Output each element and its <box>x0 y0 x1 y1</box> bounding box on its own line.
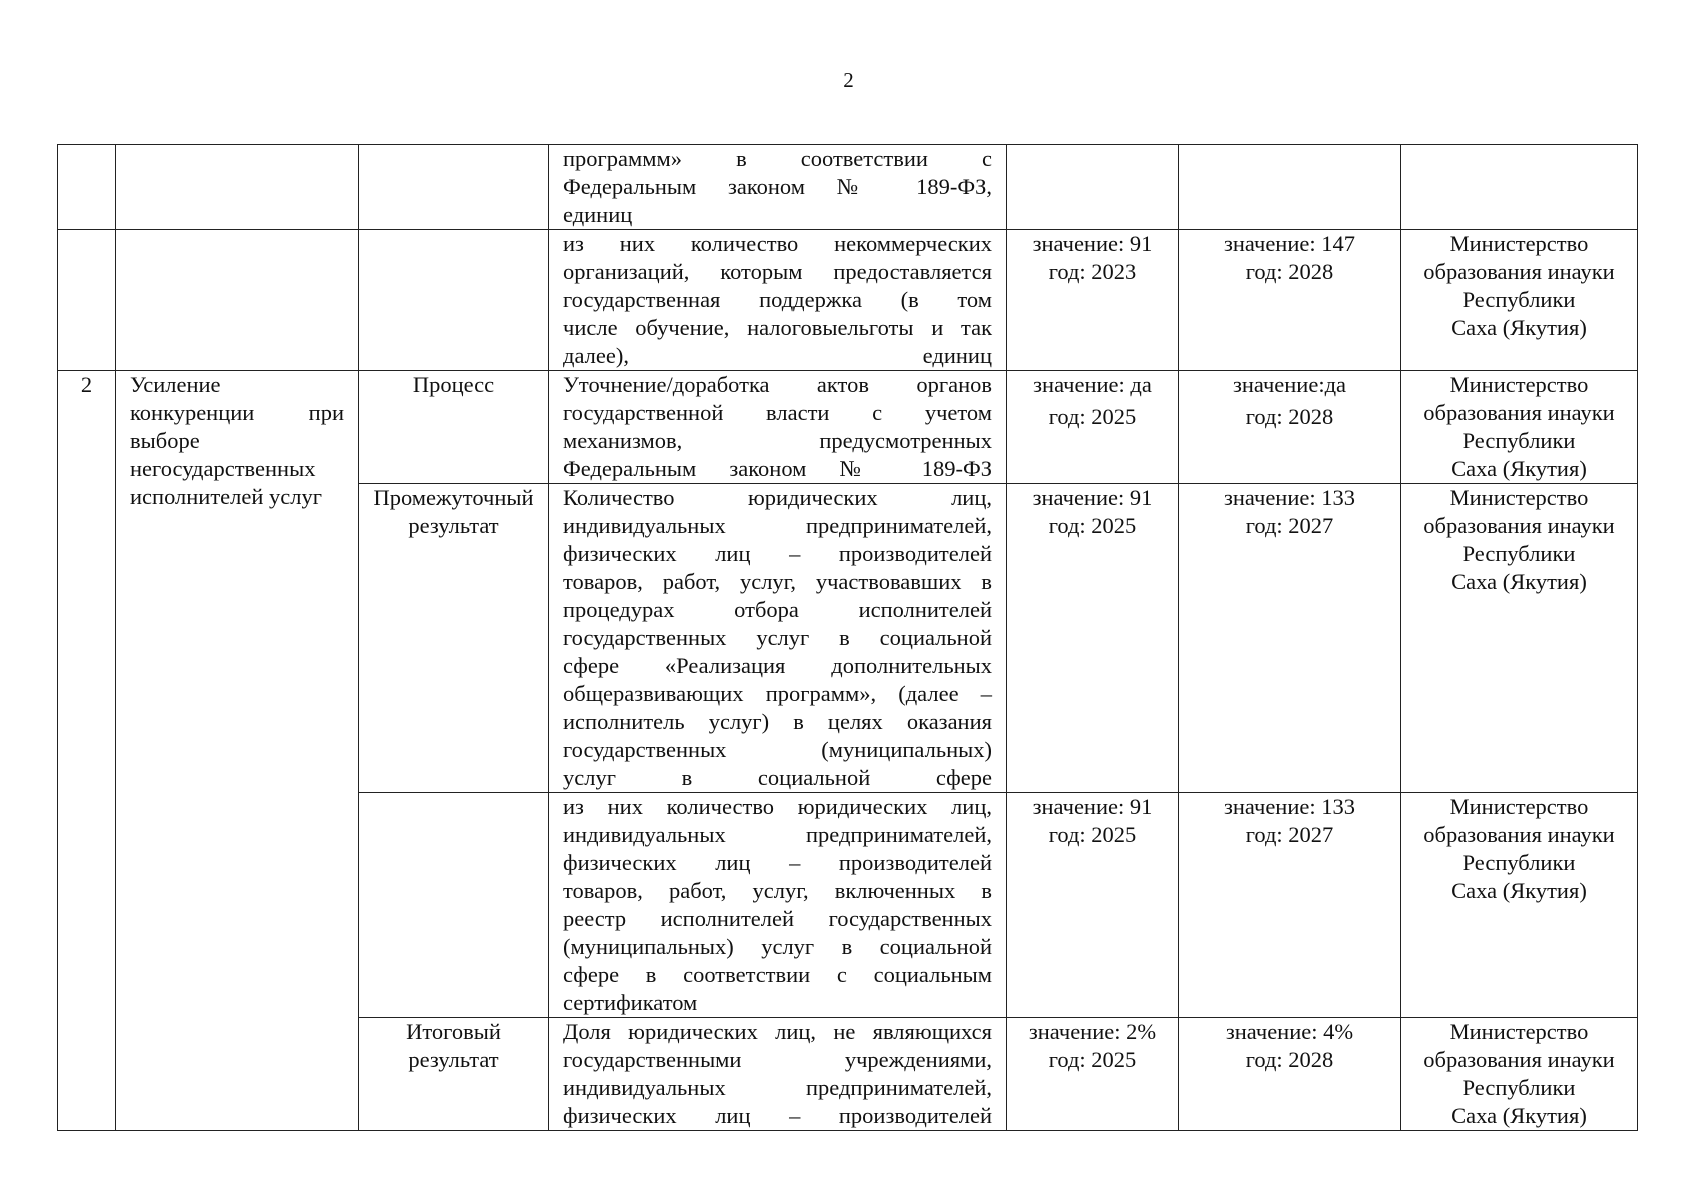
type-cell: Итоговый результат <box>359 1018 549 1131</box>
indicator-cell: Уточнение/доработка актов органов государственной власти с учетом механизмов, предусмотренных Федеральным законом № 189-ФЗ <box>549 371 1007 484</box>
task-cell: Усиление конкуренции при выборе негосударственных исполнителей услуг <box>116 371 359 1131</box>
type-cell <box>359 230 549 371</box>
target-value-cell: значение: 147 год: 2028 <box>1179 230 1401 371</box>
indicator-cell: Доля юридических лиц, не являющихся государственными учреждениями, индивидуальных предпринимателей, физических лиц – производителей <box>549 1018 1007 1131</box>
responsible-cell: Министерство образования инауки Республики Саха (Якутия) <box>1401 484 1638 793</box>
target-value-cell: значение: 133 год: 2027 <box>1179 484 1401 793</box>
number-cell <box>58 230 116 371</box>
responsible-cell: Министерство образования инауки Республики Саха (Якутия) <box>1401 371 1638 484</box>
page-number: 2 <box>843 68 854 92</box>
task-cell <box>116 145 359 230</box>
table-row <box>58 371 1638 484</box>
responsible-cell: Министерство образования инауки Республики Саха (Якутия) <box>1401 230 1638 371</box>
responsible-cell <box>1401 145 1638 230</box>
base-value-cell: значение: 2% год: 2025 <box>1007 1018 1179 1131</box>
number-cell: 2 <box>58 371 116 1131</box>
base-value-cell <box>1007 145 1179 230</box>
table-row <box>58 145 1638 230</box>
target-value-cell <box>1179 145 1401 230</box>
number-cell <box>58 145 116 230</box>
type-cell: Промежуточный результат <box>359 484 549 793</box>
target-value-cell: значение: 4% год: 2028 <box>1179 1018 1401 1131</box>
indicator-cell: из них количество юридических лиц, индивидуальных предпринимателей, физических лиц – производителей товаров, работ, услуг, включенных в реестр исполнителей государственных (муниципальных) услуг в социальной сфере в соответствии с социальным сертификатом <box>549 793 1007 1018</box>
indicator-cell: программм» в соответствии с Федеральным законом № 189-ФЗ, единиц <box>549 145 1007 230</box>
responsible-cell: Министерство образования инауки Республики Саха (Якутия) <box>1401 1018 1638 1131</box>
base-value-cell: значение: 91 год: 2023 <box>1007 230 1179 371</box>
indicator-cell: из них количество некоммерческих организаций, которым предоставляется государственная поддержка (в том числе обучение, налоговыельготы и так далее), единиц <box>549 230 1007 371</box>
base-value-cell: значение: 91 год: 2025 <box>1007 484 1179 793</box>
target-value-cell: значение: 133 год: 2027 <box>1179 793 1401 1018</box>
type-cell <box>359 145 549 230</box>
table-row <box>58 230 1638 371</box>
indicator-cell: Количество юридических лиц, индивидуальных предпринимателей, физических лиц – производителей товаров, работ, услуг, участвовавших в процедурах отбора исполнителей государственных услуг в социальной сфере «Реализация дополнительных общеразвивающих программ», (далее – исполнитель услуг) в целях оказания государственных (муниципальных) услуг в социальной сфере <box>549 484 1007 793</box>
type-cell <box>359 793 549 1018</box>
indicators-table <box>57 144 1638 1131</box>
target-value-cell: значение:да год: 2028 <box>1179 371 1401 484</box>
responsible-cell: Министерство образования инауки Республики Саха (Якутия) <box>1401 793 1638 1018</box>
base-value-cell: значение: 91 год: 2025 <box>1007 793 1179 1018</box>
base-value-cell: значение: да год: 2025 <box>1007 371 1179 484</box>
task-cell <box>116 230 359 371</box>
type-cell: Процесс <box>359 371 549 484</box>
